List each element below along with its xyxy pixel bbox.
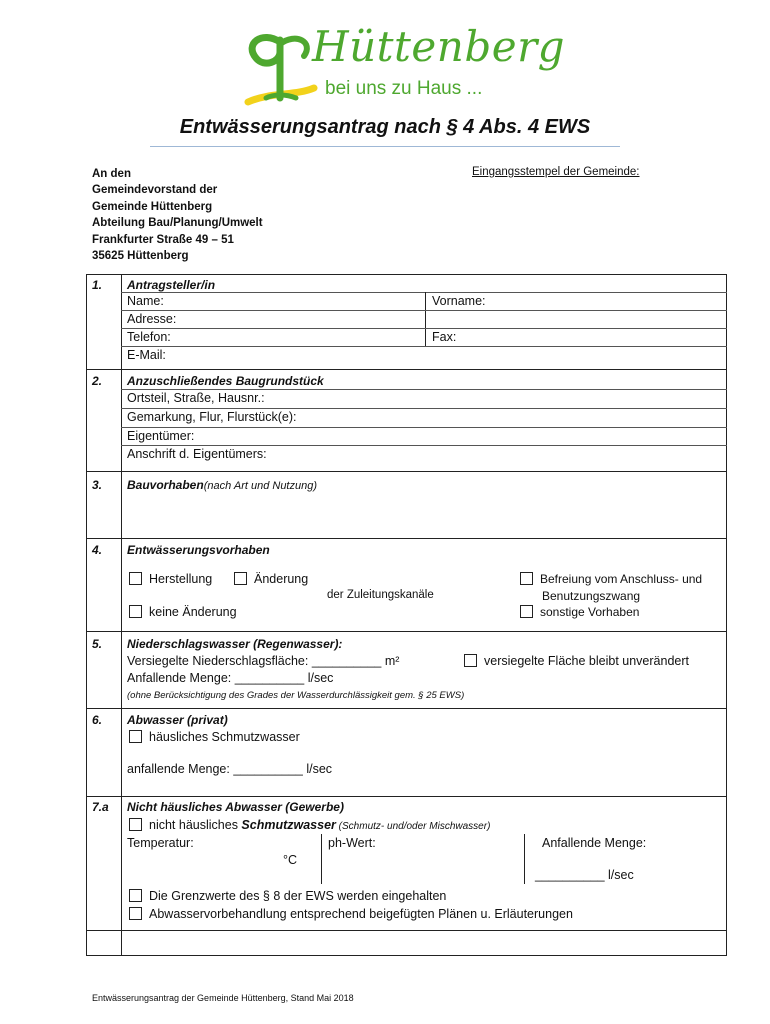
section-number: 5.: [92, 637, 103, 651]
flaeche-unveraendert-checkbox[interactable]: [464, 654, 477, 667]
keine-aenderung-checkbox[interactable]: [129, 605, 142, 618]
address-line: Abteilung Bau/Planung/Umwelt: [92, 217, 263, 230]
name-field[interactable]: Name:: [127, 294, 164, 308]
row-divider: [86, 471, 727, 472]
row-divider: [86, 708, 727, 709]
vorbehandlung-label: Abwasservorbehandlung entsprechend beigefügten Plänen u. Erläuterungen: [149, 907, 573, 921]
nicht-haeuslich-checkbox[interactable]: [129, 818, 142, 831]
gemarkung-field[interactable]: Gemarkung, Flur, Flurstück(e):: [127, 410, 297, 424]
eigentuemer-field[interactable]: Eigentümer:: [127, 429, 195, 443]
stamp-label: Eingangsstempel der Gemeinde:: [472, 166, 640, 178]
row-divider: [86, 796, 727, 797]
ph-field[interactable]: ph-Wert:: [328, 836, 376, 850]
section-heading: Antragsteller/in: [127, 278, 216, 292]
field-rule: [121, 427, 727, 428]
logo-slogan: bei uns zu Haus ...: [325, 78, 483, 99]
field-rule: [121, 389, 727, 390]
aenderung-checkbox[interactable]: [234, 572, 247, 585]
anschrift-field[interactable]: Anschrift d. Eigentümers:: [127, 447, 267, 461]
field-rule: [121, 328, 727, 329]
regen-note: (ohne Berücksichtigung des Grades der Wasserdurchlässigkeit gem. § 25 EWS): [127, 690, 465, 701]
aenderung-label: Änderung: [254, 572, 309, 586]
row-divider: [86, 930, 727, 931]
schmutzwasser-label: Schmutzwasser: [241, 818, 336, 832]
address-line: An den: [92, 168, 131, 180]
field-rule: [121, 292, 727, 293]
befreiung-label: Befreiung vom Anschluss- und: [540, 572, 703, 586]
field-rule: [121, 445, 727, 446]
flaeche-field[interactable]: Versiegelte Niederschlagsfläche: __________ m²: [127, 654, 400, 668]
befreiung-checkbox[interactable]: [520, 572, 533, 585]
row-divider: [86, 369, 727, 370]
temperatur-unit: °C: [283, 853, 298, 867]
row-divider: [86, 538, 727, 539]
section-heading: Abwasser (privat): [127, 713, 228, 727]
section-number: 6.: [92, 713, 103, 727]
row-divider: [86, 631, 727, 632]
tree-icon: [240, 22, 320, 112]
grenzwerte-checkbox[interactable]: [129, 889, 142, 902]
nicht-haeuslich-label: [149, 818, 490, 832]
footer: Entwässerungsantrag der Gemeinde Hüttenberg, Stand Mai 2018: [92, 993, 354, 1003]
sonstige-checkbox[interactable]: [520, 605, 533, 618]
zuleitung-label: der Zuleitungskanäle: [327, 589, 434, 601]
flaeche-unveraendert-label: versiegelte Fläche bleibt unverändert: [484, 654, 689, 668]
keine-aenderung-label: keine Änderung: [149, 605, 237, 619]
address-line: 35625 Hüttenberg: [92, 250, 189, 263]
field-rule: [121, 346, 727, 347]
fax-field[interactable]: Fax:: [432, 330, 457, 344]
address-line: Gemeindevorstand der: [92, 184, 218, 197]
section-heading: Niederschlagswasser (Regenwasser):: [127, 637, 343, 651]
section-number: 7.a: [92, 800, 109, 814]
bauvorhaben-label: Bauvorhaben: [127, 478, 204, 492]
field-rule: [121, 408, 727, 409]
logo-name: Hüttenberg: [312, 22, 566, 71]
bauvorhaben-note: (nach Art und Nutzung): [203, 480, 318, 492]
adresse-field[interactable]: Adresse:: [127, 312, 177, 326]
vorname-field[interactable]: Vorname:: [432, 294, 486, 308]
document-title: Entwässerungsantrag nach § 4 Abs. 4 EWS: [179, 116, 591, 138]
gewerbe-menge-label: Anfallende Menge:: [542, 836, 647, 850]
email-field[interactable]: E-Mail:: [127, 348, 166, 362]
vorbehandlung-checkbox[interactable]: [129, 907, 142, 920]
ortsteil-field[interactable]: Ortsteil, Straße, Hausnr.:: [127, 391, 265, 405]
address-line: Gemeinde Hüttenberg: [92, 200, 213, 213]
haeuslich-checkbox[interactable]: [129, 730, 142, 743]
section-number: 4.: [92, 543, 103, 557]
haeuslich-label: häusliches Schmutzwasser: [149, 730, 300, 744]
befreiung-label-2: Benutzungszwang: [542, 589, 641, 603]
temperatur-field[interactable]: Temperatur:: [127, 836, 194, 850]
field-divider: [425, 292, 426, 346]
grenzwerte-label: Die Grenzwerte des § 8 der EWS werden eingehalten: [149, 889, 447, 903]
field-divider: [524, 834, 525, 884]
bauvorhaben-field[interactable]: [127, 494, 717, 534]
telefon-field[interactable]: Telefon:: [127, 330, 171, 344]
field-rule: [121, 310, 727, 311]
field-divider: [321, 834, 322, 884]
address-line: Frankfurter Straße 49 – 51: [92, 233, 234, 246]
nicht-haeuslich-prefix: nicht häusliches: [149, 818, 242, 832]
section-heading: Entwässerungsvorhaben: [127, 543, 270, 557]
title-rule: [150, 146, 620, 147]
gewerbe-menge-field[interactable]: __________ l/sec: [535, 868, 634, 882]
sonstige-label: sonstige Vorhaben: [540, 605, 640, 619]
column-divider: [121, 274, 122, 956]
abwasser-menge-field[interactable]: anfallende Menge: __________ l/sec: [127, 762, 333, 776]
section-heading: Nicht häusliches Abwasser (Gewerbe): [127, 800, 344, 814]
section-heading: Anzuschließendes Baugrundstück: [127, 374, 324, 388]
section-number: 2.: [92, 374, 103, 388]
section-number: 3.: [92, 478, 103, 492]
section-heading: [127, 478, 317, 492]
regen-menge-field[interactable]: Anfallende Menge: __________ l/sec: [127, 671, 334, 685]
section-number: 1.: [92, 278, 103, 292]
herstellung-checkbox[interactable]: [129, 572, 142, 585]
herstellung-label: Herstellung: [149, 572, 213, 586]
schmutzwasser-note: (Schmutz- und/oder Mischwasser): [335, 821, 491, 832]
recipient-address: [92, 166, 263, 264]
logo: [240, 22, 566, 114]
